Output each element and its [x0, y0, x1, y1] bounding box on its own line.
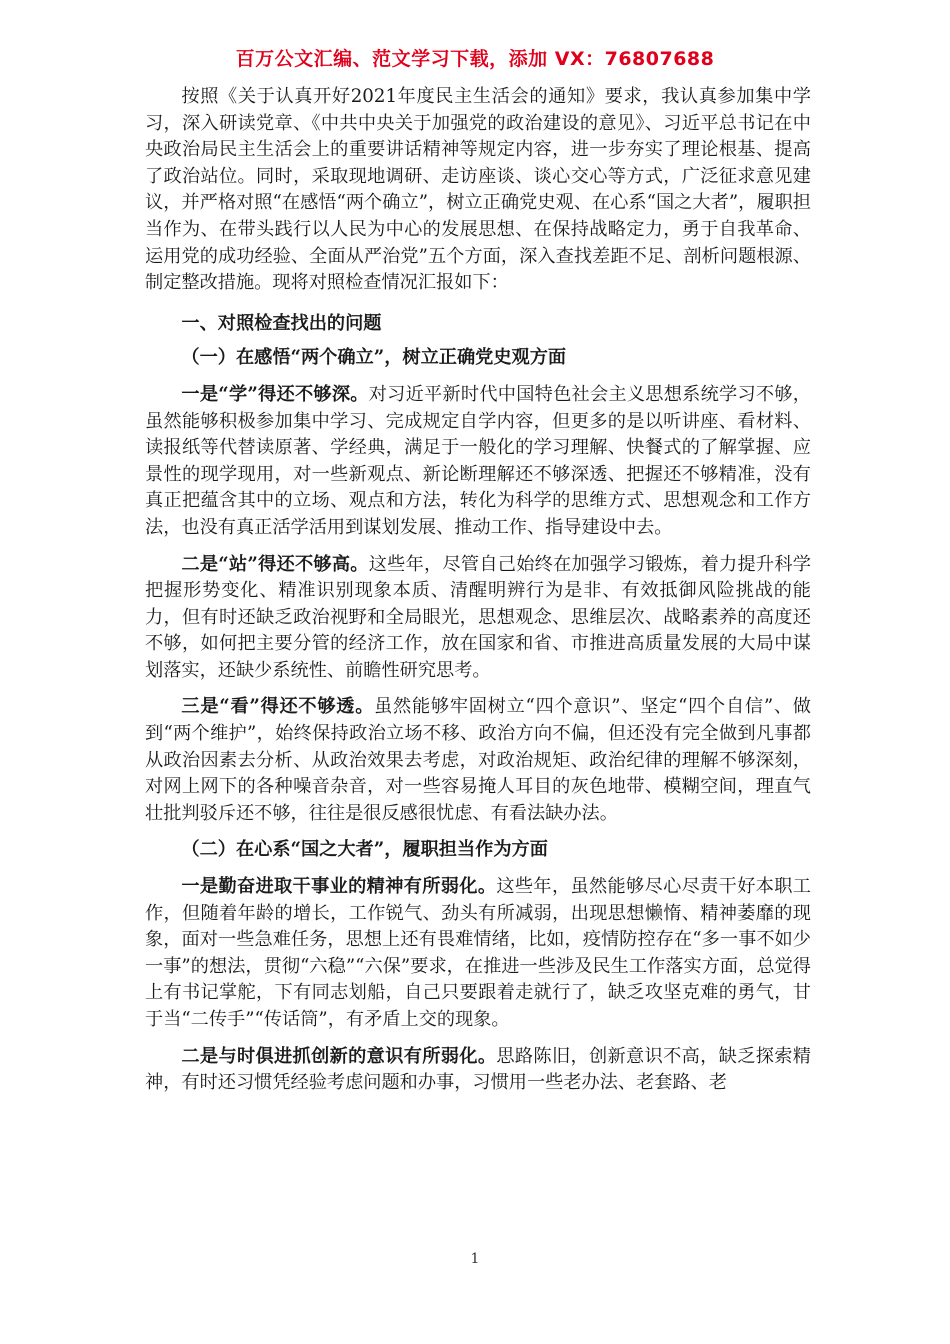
paragraph-see — [145, 694, 811, 827]
document-body — [145, 84, 811, 1097]
paragraph-lead: 二是“站”得还不够高。 — [181, 553, 369, 575]
page-number: 1 — [470, 1251, 480, 1267]
intro-paragraph: 按照《关于认真开好2021年度民主生活会的通知》要求，我认真参加集中学习，深入研读党章、《中共中央关于加强党的政治建设的意见》、习近平总书记在中央政治局民主生活会上的重要讲话精神等规定内容，进一步夯实了理论根基、提高了政治站位。同时，采取现地调研、走访座谈、谈心交心等方式，广泛征求意见建议，并严格对照“在感悟“两个确立”，树立正确党史观、在心系“国之大者”，履职担当作为、在带头践行以人民为中心的发展思想、在保持战略定力，勇于自我革命、运用党的成功经验、全面从严治党”五个方面，深入查找差距不足、剖析问题根源、制定整改措施。现将对照检查情况汇报如下： — [145, 86, 811, 294]
paragraph-text: 思路陈旧，创新意识不高，缺乏探索精神，有时还习惯凭经验考虑问题和办事，习惯用一些老办法、老套路、老 — [145, 1045, 811, 1094]
paragraph-text: 这些年，虽然能够尽心尽责干好本职工作，但随着年龄的增长，工作锐气、劲头有所减弱，出现思想懒惰、精神萎靡的现象，面对一些急难任务，思想上还有畏难情绪，比如，疫情防控存在“多一事不如少一事”的想法，贯彻“六稳”“六保”要求，在推进一些涉及民生工作落实方面，总觉得上有书记掌舵，下有同志划船，自己只要跟着走就行了，缺乏攻坚克难的勇气，甘于当“二传手”“传话筒”，有矛盾上交的现象。 — [145, 876, 811, 1030]
paragraph-study — [145, 382, 811, 542]
paragraph-lead: 一是勤奋进取干事业的精神有所弱化。 — [181, 876, 497, 898]
paragraph-text: 虽然能够牢固树立“四个意识”、坚定“四个自信”、做到“两个维护”，始终保持政治立场不移、政治方向不偏，但还没有完全做到凡事都从政治因素去分析、从政治效果去考虑，对政治规矩、政治纪律的理解不够深刻，对网上网下的各种噪音杂音，对一些容易掩人耳目的灰色地带、模糊空间，理直气壮批判驳斥还不够，往往是很反感很忧虑、有看法缺办法。 — [145, 696, 811, 824]
section-heading-1: 一、对照检查找出的问题 — [181, 312, 382, 334]
paragraph-text: 对习近平新时代中国特色社会主义思想系统学习不够，虽然能够积极参加集中学习、完成规定自学内容，但更多的是以听讲座、看材料、读报纸等代替读原著、学经典，满足于一般化的学习理解、快餐式的了解掌握、应景性的现学现用，对一些新观点、新论断理解还不够深透、把握还不够精准，没有真正把蕴含其中的立场、观点和方法，转化为科学的思维方式、思想观念和工作方法，也没有真正活学活用到谋划发展、推动工作、指导建设中去。 — [145, 383, 811, 538]
paragraph-diligence — [145, 874, 811, 1034]
subsection-heading-2: （二）在心系“国之大者”，履职担当作为方面 — [181, 839, 548, 861]
paragraph-text: 这些年，尽管自己始终在加强学习锻炼，着力提升科学把握形势变化、精准识别现象本质、清醒明辨行为是非、有效抵御风险挑战的能力，但有时还缺乏政治视野和全局眼光，思想观念、思维层次、战略素养的高度还不够，如何把主要分管的经济工作，放在国家和省、市推进高质量发展的大局中谋划落实，还缺少系统性、前瞻性研究思考。 — [145, 553, 811, 681]
watermark-banner: 百万公文汇编、范文学习下载，添加 VX：76807688 — [235, 48, 715, 70]
paragraph-stand — [145, 552, 811, 685]
paragraph-lead: 三是“看”得还不够透。 — [181, 696, 375, 718]
paragraph-innovation — [145, 1044, 811, 1097]
paragraph-lead: 一是“学”得还不够深。 — [181, 383, 369, 405]
paragraph-lead: 二是与时俱进抓创新的意识有所弱化。 — [181, 1045, 497, 1067]
subsection-heading-1: （一）在感悟“两个确立”，树立正确党史观方面 — [181, 347, 567, 369]
